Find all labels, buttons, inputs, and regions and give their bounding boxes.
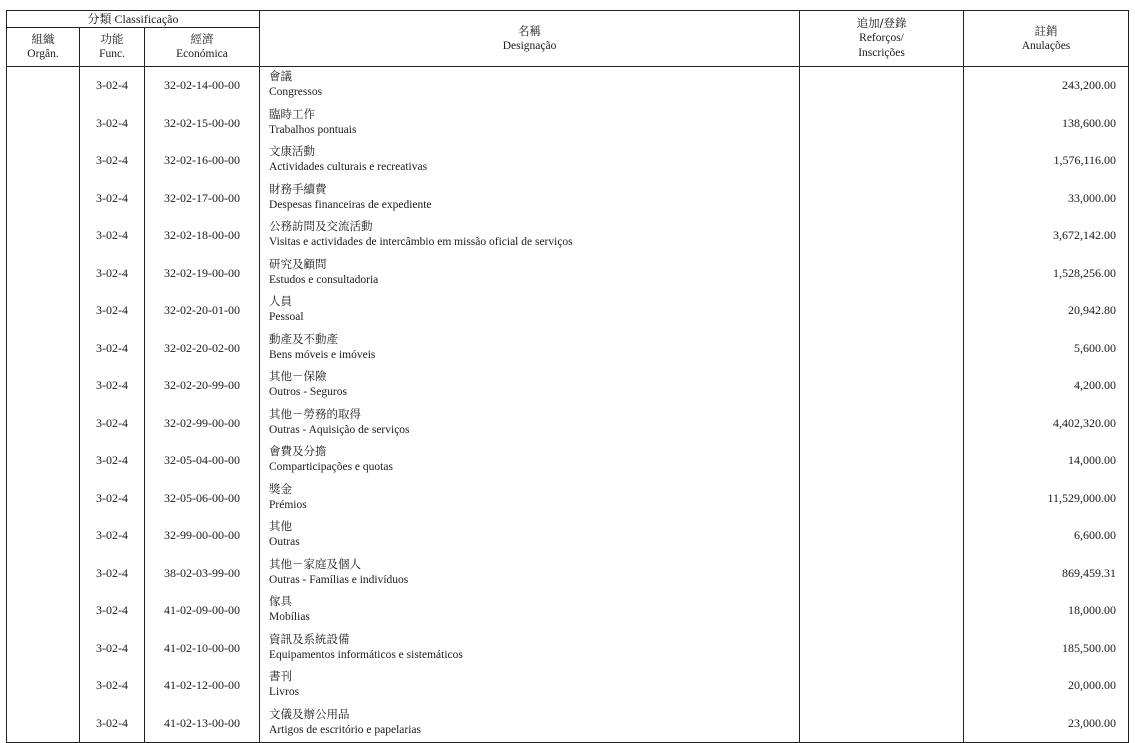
econ-cell: 32-02-99-00-00 <box>145 405 260 443</box>
designation-zh: 資訊及系統設備 <box>269 631 350 646</box>
designation-zh: 文儀及辦公用品 <box>269 706 350 721</box>
econ-cell: 32-02-20-02-00 <box>145 330 260 368</box>
organ-cell <box>7 405 80 443</box>
func-cell: 3-02-4 <box>80 367 145 405</box>
func-header-zh: 功能 <box>100 32 124 46</box>
table-row <box>7 217 1129 255</box>
econ-cell: 32-02-15-00-00 <box>145 105 260 143</box>
designation-pt: Actividades culturais e recreativas <box>269 161 428 173</box>
designation-zh: 財務手續費 <box>269 181 327 196</box>
budget-page <box>6 10 1128 736</box>
designation-zh: 臨時工作 <box>269 106 316 121</box>
designation-zh: 其他 <box>269 519 293 533</box>
func-cell: 3-02-4 <box>80 480 145 518</box>
reforcos-cell <box>800 630 964 668</box>
designation-cell <box>260 517 800 555</box>
table-row <box>7 105 1129 143</box>
reforcos-cell <box>800 367 964 405</box>
table-row <box>7 480 1129 518</box>
table-row <box>7 367 1129 405</box>
anulacoes-cell: 4,200.00 <box>964 367 1129 405</box>
organ-cell <box>7 105 80 143</box>
designation-zh: 書刊 <box>269 669 293 683</box>
table-row <box>7 142 1129 180</box>
reforcos-cell <box>800 217 964 255</box>
econ-cell: 41-02-09-00-00 <box>145 592 260 630</box>
designation-pt: Livros <box>269 686 300 698</box>
designation-zh: 會費及分擔 <box>269 444 327 458</box>
reforcos-cell <box>800 517 964 555</box>
anulacoes-cell: 869,459.31 <box>964 555 1129 593</box>
econ-cell: 32-02-16-00-00 <box>145 142 260 180</box>
econ-header-zh: 經濟 <box>190 32 214 46</box>
organ-cell <box>7 592 80 630</box>
econ-cell: 32-02-14-00-00 <box>145 67 260 105</box>
econ-cell: 41-02-10-00-00 <box>145 630 260 668</box>
organ-cell <box>7 67 80 105</box>
func-cell: 3-02-4 <box>80 330 145 368</box>
func-cell: 3-02-4 <box>80 705 145 743</box>
designation-zh: 其他－保險 <box>269 369 327 383</box>
designation-zh: 會議 <box>269 69 293 83</box>
econ-cell: 38-02-03-99-00 <box>145 555 260 593</box>
reforcos-header-pt2: Inscrições <box>858 47 905 59</box>
table-row <box>7 405 1129 443</box>
designation-pt: Trabalhos pontuais <box>269 123 357 136</box>
table-row <box>7 630 1129 668</box>
designation-pt: Visitas e actividades de intercâmbio em missão oficial de serviços <box>269 236 573 248</box>
econ-header-pt: Económica <box>176 48 228 60</box>
func-cell: 3-02-4 <box>80 142 145 180</box>
designation-cell <box>260 367 800 405</box>
designation-pt: Outras - Aquisição de serviços <box>269 423 410 436</box>
designation-zh: 其他－勞務的取得 <box>269 406 362 421</box>
organ-cell <box>7 292 80 330</box>
designation-zh: 動產及不動產 <box>269 331 339 346</box>
designation-pt: Congressos <box>269 86 323 98</box>
func-header-pt: Func. <box>99 48 125 60</box>
designation-pt: Bens móveis e imóveis <box>269 348 376 361</box>
designation-zh: 研究及顧問 <box>269 256 327 271</box>
organ-cell <box>7 517 80 555</box>
func-cell: 3-02-4 <box>80 667 145 705</box>
anulacoes-cell: 4,402,320.00 <box>964 405 1129 443</box>
reforcos-cell <box>800 292 964 330</box>
func-cell: 3-02-4 <box>80 217 145 255</box>
anulacoes-cell: 14,000.00 <box>964 442 1129 480</box>
anulacoes-cell: 20,942.80 <box>964 292 1129 330</box>
func-cell: 3-02-4 <box>80 180 145 218</box>
econ-cell: 32-05-06-00-00 <box>145 480 260 518</box>
designation-pt: Artigos de escritório e papelarias <box>269 723 422 736</box>
anulacoes-cell: 11,529,000.00 <box>964 480 1129 518</box>
reforcos-header-pt1: Reforços/ <box>859 32 904 44</box>
anulacoes-cell: 138,600.00 <box>964 105 1129 143</box>
designation-pt: Outras - Famílias e indivíduos <box>269 573 409 586</box>
designation-cell <box>260 405 800 443</box>
organ-cell <box>7 142 80 180</box>
designation-pt: Outras <box>269 536 300 548</box>
econ-cell: 32-02-18-00-00 <box>145 217 260 255</box>
designation-pt: Prémios <box>269 498 307 511</box>
econ-cell: 32-99-00-00-00 <box>145 517 260 555</box>
reforcos-cell <box>800 142 964 180</box>
organ-cell <box>7 480 80 518</box>
organ-cell <box>7 667 80 705</box>
econ-cell: 41-02-12-00-00 <box>145 667 260 705</box>
reforcos-cell <box>800 180 964 218</box>
budget-table <box>6 10 1129 743</box>
organ-cell <box>7 442 80 480</box>
anulacoes-cell: 5,600.00 <box>964 330 1129 368</box>
table-row <box>7 330 1129 368</box>
table-row <box>7 180 1129 218</box>
func-cell: 3-02-4 <box>80 442 145 480</box>
func-cell: 3-02-4 <box>80 555 145 593</box>
reforcos-cell <box>800 667 964 705</box>
designation-zh: 文康活動 <box>269 144 316 158</box>
designation-cell <box>260 442 800 480</box>
designation-pt: Comparticipações e quotas <box>269 461 393 473</box>
anulacoes-cell: 20,000.00 <box>964 667 1129 705</box>
designation-zh: 公務訪問及交流活動 <box>269 219 373 233</box>
designation-zh: 獎金 <box>269 481 293 496</box>
anulacoes-cell: 18,000.00 <box>964 592 1129 630</box>
table-row <box>7 67 1129 105</box>
designation-header-zh: 名稱 <box>518 23 542 38</box>
designation-pt: Despesas financeiras de expediente <box>269 198 432 211</box>
designation-zh: 傢具 <box>269 594 293 608</box>
table-row <box>7 292 1129 330</box>
organ-cell <box>7 217 80 255</box>
econ-cell: 32-05-04-00-00 <box>145 442 260 480</box>
organ-cell <box>7 630 80 668</box>
anulacoes-header-zh: 註銷 <box>1034 23 1058 38</box>
designation-zh: 其他－家庭及個人 <box>269 556 362 571</box>
reforcos-header-zh: 追加/登錄 <box>856 16 907 30</box>
designation-cell <box>260 480 800 518</box>
designation-header-pt: Designação <box>502 39 557 52</box>
designation-cell <box>260 255 800 293</box>
table-row <box>7 517 1129 555</box>
table-row <box>7 442 1129 480</box>
reforcos-cell <box>800 592 964 630</box>
designation-cell <box>260 217 800 255</box>
designation-cell <box>260 292 800 330</box>
table-body <box>7 67 1129 743</box>
reforcos-cell <box>800 105 964 143</box>
organ-header-zh: 組織 <box>31 32 55 46</box>
organ-cell <box>7 367 80 405</box>
table-row <box>7 592 1129 630</box>
designation-cell <box>260 67 800 105</box>
func-cell: 3-02-4 <box>80 630 145 668</box>
designation-cell <box>260 667 800 705</box>
designation-cell <box>260 630 800 668</box>
designation-cell <box>260 555 800 593</box>
func-header <box>80 28 145 67</box>
designation-cell <box>260 330 800 368</box>
table-row <box>7 667 1129 705</box>
organ-cell <box>7 330 80 368</box>
table-row <box>7 255 1129 293</box>
organ-header-pt: Orgân. <box>27 48 59 60</box>
anulacoes-cell: 6,600.00 <box>964 517 1129 555</box>
econ-cell: 41-02-13-00-00 <box>145 705 260 743</box>
reforcos-cell <box>800 442 964 480</box>
designation-pt: Estudos e consultadoria <box>269 273 379 286</box>
designation-pt: Pessoal <box>269 311 304 323</box>
anulacoes-cell: 1,528,256.00 <box>964 255 1129 293</box>
anulacoes-header-pt: Anulações <box>1021 39 1071 52</box>
designation-cell <box>260 105 800 143</box>
designation-zh: 人員 <box>269 294 293 308</box>
func-cell: 3-02-4 <box>80 105 145 143</box>
organ-cell <box>7 555 80 593</box>
econ-cell: 32-02-20-01-00 <box>145 292 260 330</box>
table-row <box>7 555 1129 593</box>
designation-cell <box>260 592 800 630</box>
anulacoes-cell: 243,200.00 <box>964 67 1129 105</box>
reforcos-cell <box>800 67 964 105</box>
func-cell: 3-02-4 <box>80 255 145 293</box>
econ-header <box>145 28 260 67</box>
designation-header <box>260 11 800 67</box>
func-cell: 3-02-4 <box>80 405 145 443</box>
func-cell: 3-02-4 <box>80 292 145 330</box>
table-header <box>7 11 1129 67</box>
anulacoes-cell: 185,500.00 <box>964 630 1129 668</box>
func-cell: 3-02-4 <box>80 67 145 105</box>
organ-header <box>7 28 80 67</box>
anulacoes-cell: 33,000.00 <box>964 180 1129 218</box>
designation-pt: Outros - Seguros <box>269 386 347 398</box>
classification-header: 分類 Classificação <box>7 11 260 28</box>
reforcos-cell <box>800 255 964 293</box>
reforcos-header <box>800 11 964 67</box>
designation-pt: Mobílias <box>269 611 310 623</box>
reforcos-cell <box>800 555 964 593</box>
designation-cell <box>260 180 800 218</box>
designation-pt: Equipamentos informáticos e sistemáticos <box>269 648 463 661</box>
reforcos-cell <box>800 330 964 368</box>
organ-cell <box>7 255 80 293</box>
organ-cell <box>7 180 80 218</box>
func-cell: 3-02-4 <box>80 517 145 555</box>
anulacoes-header <box>964 11 1129 67</box>
anulacoes-cell: 1,576,116.00 <box>964 142 1129 180</box>
econ-cell: 32-02-19-00-00 <box>145 255 260 293</box>
func-cell: 3-02-4 <box>80 592 145 630</box>
econ-cell: 32-02-20-99-00 <box>145 367 260 405</box>
anulacoes-cell: 3,672,142.00 <box>964 217 1129 255</box>
reforcos-cell <box>800 405 964 443</box>
anulacoes-cell: 23,000.00 <box>964 705 1129 743</box>
reforcos-cell <box>800 480 964 518</box>
econ-cell: 32-02-17-00-00 <box>145 180 260 218</box>
designation-cell <box>260 142 800 180</box>
